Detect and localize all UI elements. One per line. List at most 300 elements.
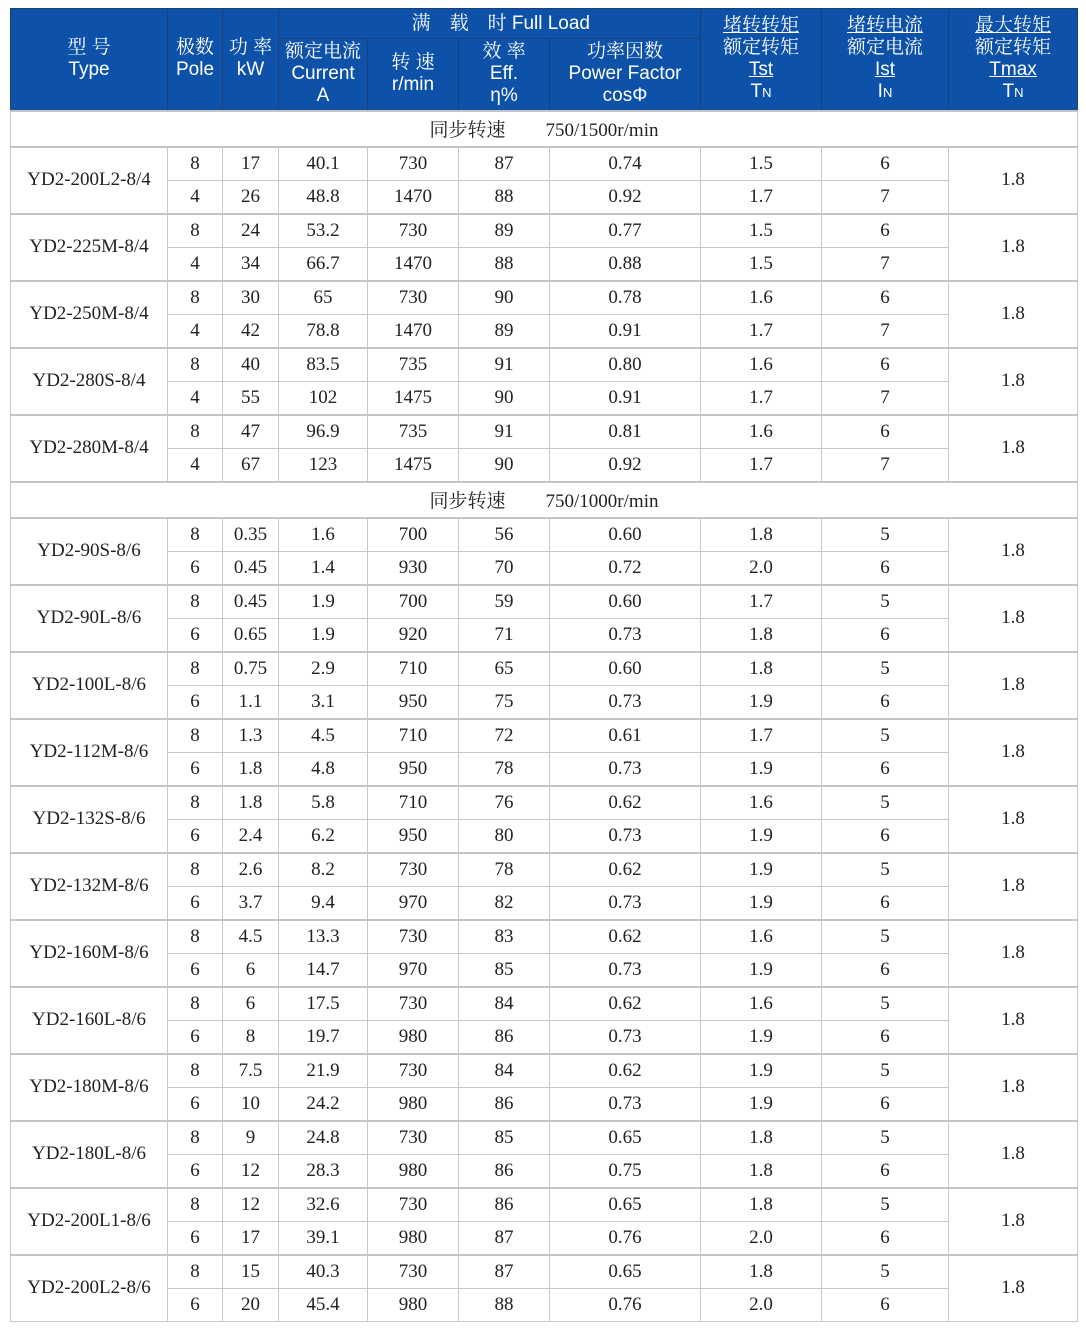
table-row bbox=[11, 585, 1078, 619]
cell-speed: 700 bbox=[368, 518, 459, 552]
header-ist bbox=[822, 9, 949, 111]
cell-kw: 40 bbox=[223, 348, 279, 382]
cell-speed: 980 bbox=[368, 1020, 459, 1054]
cell-tmax: 1.8 bbox=[949, 920, 1078, 987]
cell-tst: 2.0 bbox=[701, 1221, 822, 1255]
cell-tst: 1.8 bbox=[701, 652, 822, 686]
table-row bbox=[11, 953, 1078, 987]
cell-ist: 6 bbox=[822, 415, 949, 449]
cell-tmax: 1.8 bbox=[949, 281, 1078, 348]
cell-eff: 90 bbox=[459, 448, 550, 482]
cell-pf: 0.92 bbox=[550, 180, 701, 214]
header-tst-top: 堵转转矩 bbox=[723, 14, 800, 36]
cell-kw: 6 bbox=[223, 953, 279, 987]
cell-eff: 86 bbox=[459, 1087, 550, 1121]
cell-ist: 6 bbox=[822, 1221, 949, 1255]
cell-speed: 730 bbox=[368, 1121, 459, 1155]
cell-eff: 84 bbox=[459, 987, 550, 1021]
model-type: YD2-132S-8/6 bbox=[11, 786, 168, 853]
cell-eff: 87 bbox=[459, 147, 550, 181]
header-power bbox=[223, 9, 279, 111]
cell-eff: 91 bbox=[459, 415, 550, 449]
cell-kw: 1.8 bbox=[223, 752, 279, 786]
cell-current: 28.3 bbox=[279, 1154, 368, 1188]
cell-current: 65 bbox=[279, 281, 368, 315]
cell-current: 96.9 bbox=[279, 415, 368, 449]
model-type: YD2-280M-8/4 bbox=[11, 415, 168, 482]
header-power-zh: 功 率 bbox=[228, 37, 273, 59]
cell-eff: 56 bbox=[459, 518, 550, 552]
cell-pole: 8 bbox=[168, 987, 223, 1021]
cell-tst: 1.5 bbox=[701, 147, 822, 181]
cell-ist: 5 bbox=[822, 719, 949, 753]
section-label: 同步转速 bbox=[429, 491, 506, 512]
cell-pf: 0.74 bbox=[550, 147, 701, 181]
cell-pf: 0.76 bbox=[550, 1221, 701, 1255]
model-type: YD2-112M-8/6 bbox=[11, 719, 168, 786]
cell-pole: 6 bbox=[168, 618, 223, 652]
cell-pole: 6 bbox=[168, 1221, 223, 1255]
cell-pf: 0.73 bbox=[550, 1020, 701, 1054]
table-row bbox=[11, 1121, 1078, 1155]
cell-eff: 88 bbox=[459, 1288, 550, 1321]
cell-speed: 700 bbox=[368, 585, 459, 619]
cell-pole: 6 bbox=[168, 685, 223, 719]
cell-eff: 76 bbox=[459, 786, 550, 820]
header-current bbox=[279, 39, 368, 111]
cell-pole: 6 bbox=[168, 551, 223, 585]
header-tst-den: TN bbox=[750, 80, 772, 102]
cell-pf: 0.73 bbox=[550, 886, 701, 920]
cell-pf: 0.62 bbox=[550, 987, 701, 1021]
cell-pole: 4 bbox=[168, 448, 223, 482]
header-tst-bottom: 额定转矩 bbox=[723, 36, 800, 58]
cell-tst: 1.6 bbox=[701, 987, 822, 1021]
model-type: YD2-180M-8/6 bbox=[11, 1054, 168, 1121]
cell-pf: 0.91 bbox=[550, 314, 701, 348]
cell-ist: 5 bbox=[822, 1121, 949, 1155]
cell-tmax: 1.8 bbox=[949, 585, 1078, 652]
cell-pf: 0.62 bbox=[550, 786, 701, 820]
header-ist-top: 堵转电流 bbox=[847, 14, 924, 36]
header-eff-en: Eff. bbox=[489, 63, 519, 85]
table-row bbox=[11, 652, 1078, 686]
table-row bbox=[11, 381, 1078, 415]
cell-pf: 0.80 bbox=[550, 348, 701, 382]
cell-tmax: 1.8 bbox=[949, 652, 1078, 719]
cell-tst: 1.5 bbox=[701, 247, 822, 281]
table-row bbox=[11, 618, 1078, 652]
header-pf-zh: 功率因数 bbox=[587, 41, 664, 63]
section-sync-speed: 750/1000r/min bbox=[545, 491, 659, 512]
cell-pole: 8 bbox=[168, 719, 223, 753]
cell-speed: 735 bbox=[368, 415, 459, 449]
cell-tmax: 1.8 bbox=[949, 719, 1078, 786]
cell-pf: 0.75 bbox=[550, 1154, 701, 1188]
cell-pf: 0.73 bbox=[550, 685, 701, 719]
cell-pf: 0.78 bbox=[550, 281, 701, 315]
header-tmax-num: Tmax bbox=[989, 58, 1037, 80]
cell-ist: 5 bbox=[822, 786, 949, 820]
cell-tst: 1.9 bbox=[701, 819, 822, 853]
cell-eff: 72 bbox=[459, 719, 550, 753]
cell-current: 48.8 bbox=[279, 180, 368, 214]
cell-speed: 970 bbox=[368, 886, 459, 920]
cell-tst: 1.8 bbox=[701, 1154, 822, 1188]
table-row bbox=[11, 518, 1078, 552]
cell-current: 19.7 bbox=[279, 1020, 368, 1054]
cell-kw: 12 bbox=[223, 1188, 279, 1222]
cell-pf: 0.81 bbox=[550, 415, 701, 449]
model-type: YD2-250M-8/4 bbox=[11, 281, 168, 348]
cell-pf: 0.73 bbox=[550, 819, 701, 853]
header-speed-en: r/min bbox=[391, 74, 435, 96]
cell-pf: 0.77 bbox=[550, 214, 701, 248]
cell-speed: 1475 bbox=[368, 381, 459, 415]
cell-speed: 1470 bbox=[368, 180, 459, 214]
cell-speed: 710 bbox=[368, 719, 459, 753]
table-row bbox=[11, 348, 1078, 382]
motor-spec-table bbox=[10, 8, 1078, 1322]
cell-pole: 8 bbox=[168, 652, 223, 686]
cell-eff: 91 bbox=[459, 348, 550, 382]
cell-tst: 1.6 bbox=[701, 920, 822, 954]
table-row bbox=[11, 281, 1078, 315]
cell-current: 66.7 bbox=[279, 247, 368, 281]
cell-eff: 90 bbox=[459, 381, 550, 415]
cell-eff: 86 bbox=[459, 1188, 550, 1222]
header-type bbox=[11, 9, 168, 111]
cell-speed: 730 bbox=[368, 1054, 459, 1088]
cell-speed: 920 bbox=[368, 618, 459, 652]
cell-kw: 6 bbox=[223, 987, 279, 1021]
cell-tst: 1.8 bbox=[701, 618, 822, 652]
model-type: YD2-200L2-8/6 bbox=[11, 1255, 168, 1322]
table-row bbox=[11, 1020, 1078, 1054]
cell-ist: 5 bbox=[822, 1255, 949, 1289]
cell-ist: 5 bbox=[822, 518, 949, 552]
section-label: 同步转速 bbox=[429, 120, 506, 141]
cell-kw: 8 bbox=[223, 1020, 279, 1054]
cell-tst: 1.6 bbox=[701, 348, 822, 382]
header-pf-unit: cosΦ bbox=[602, 85, 648, 107]
cell-ist: 6 bbox=[822, 1288, 949, 1321]
cell-kw: 2.4 bbox=[223, 819, 279, 853]
header-pole-en: Pole bbox=[175, 59, 215, 81]
section-title bbox=[11, 111, 1078, 147]
cell-eff: 88 bbox=[459, 180, 550, 214]
cell-ist: 5 bbox=[822, 987, 949, 1021]
cell-eff: 89 bbox=[459, 214, 550, 248]
cell-current: 1.4 bbox=[279, 551, 368, 585]
cell-speed: 730 bbox=[368, 281, 459, 315]
cell-pf: 0.73 bbox=[550, 752, 701, 786]
cell-current: 6.2 bbox=[279, 819, 368, 853]
cell-pole: 4 bbox=[168, 247, 223, 281]
cell-ist: 5 bbox=[822, 1054, 949, 1088]
cell-current: 2.9 bbox=[279, 652, 368, 686]
cell-kw: 34 bbox=[223, 247, 279, 281]
table-header bbox=[11, 9, 1078, 111]
cell-speed: 980 bbox=[368, 1087, 459, 1121]
cell-kw: 0.65 bbox=[223, 618, 279, 652]
model-type: YD2-200L2-8/4 bbox=[11, 147, 168, 214]
cell-kw: 9 bbox=[223, 1121, 279, 1155]
header-type-en: Type bbox=[68, 59, 110, 81]
cell-speed: 980 bbox=[368, 1288, 459, 1321]
cell-kw: 2.6 bbox=[223, 853, 279, 887]
cell-tst: 1.7 bbox=[701, 180, 822, 214]
cell-speed: 950 bbox=[368, 819, 459, 853]
cell-eff: 75 bbox=[459, 685, 550, 719]
cell-current: 53.2 bbox=[279, 214, 368, 248]
cell-kw: 3.7 bbox=[223, 886, 279, 920]
cell-pole: 8 bbox=[168, 518, 223, 552]
cell-kw: 1.1 bbox=[223, 685, 279, 719]
cell-eff: 65 bbox=[459, 652, 550, 686]
cell-tst: 1.9 bbox=[701, 685, 822, 719]
cell-tst: 1.6 bbox=[701, 281, 822, 315]
header-tmax-bottom: 额定转矩 bbox=[975, 36, 1052, 58]
cell-tst: 1.6 bbox=[701, 415, 822, 449]
cell-tst: 2.0 bbox=[701, 551, 822, 585]
cell-pole: 8 bbox=[168, 147, 223, 181]
cell-kw: 15 bbox=[223, 1255, 279, 1289]
header-ist-den: IN bbox=[877, 80, 893, 102]
cell-eff: 83 bbox=[459, 920, 550, 954]
table-row bbox=[11, 752, 1078, 786]
cell-pf: 0.65 bbox=[550, 1188, 701, 1222]
cell-current: 1.9 bbox=[279, 585, 368, 619]
cell-eff: 84 bbox=[459, 1054, 550, 1088]
model-type: YD2-280S-8/4 bbox=[11, 348, 168, 415]
cell-current: 13.3 bbox=[279, 920, 368, 954]
cell-ist: 5 bbox=[822, 585, 949, 619]
cell-ist: 5 bbox=[822, 853, 949, 887]
cell-pole: 8 bbox=[168, 1054, 223, 1088]
table-row bbox=[11, 886, 1078, 920]
cell-ist: 7 bbox=[822, 247, 949, 281]
cell-speed: 980 bbox=[368, 1221, 459, 1255]
cell-kw: 4.5 bbox=[223, 920, 279, 954]
table-row bbox=[11, 415, 1078, 449]
cell-speed: 730 bbox=[368, 853, 459, 887]
table-row bbox=[11, 1188, 1078, 1222]
table-row bbox=[11, 1154, 1078, 1188]
cell-eff: 87 bbox=[459, 1221, 550, 1255]
cell-tmax: 1.8 bbox=[949, 147, 1078, 214]
cell-eff: 78 bbox=[459, 752, 550, 786]
cell-current: 17.5 bbox=[279, 987, 368, 1021]
table-row bbox=[11, 1288, 1078, 1321]
header-tst-num: Tst bbox=[748, 58, 774, 80]
cell-speed: 1470 bbox=[368, 247, 459, 281]
cell-tmax: 1.8 bbox=[949, 518, 1078, 585]
section-row bbox=[11, 111, 1078, 147]
model-type: YD2-200L1-8/6 bbox=[11, 1188, 168, 1255]
cell-ist: 6 bbox=[822, 214, 949, 248]
cell-pf: 0.72 bbox=[550, 551, 701, 585]
header-pf bbox=[550, 39, 701, 111]
cell-pf: 0.62 bbox=[550, 853, 701, 887]
model-type: YD2-160M-8/6 bbox=[11, 920, 168, 987]
table-row bbox=[11, 987, 1078, 1021]
cell-pf: 0.62 bbox=[550, 920, 701, 954]
model-type: YD2-90L-8/6 bbox=[11, 585, 168, 652]
table-row bbox=[11, 314, 1078, 348]
cell-tmax: 1.8 bbox=[949, 987, 1078, 1054]
header-power-en: kW bbox=[236, 59, 265, 81]
model-type: YD2-132M-8/6 bbox=[11, 853, 168, 920]
header-ist-num: Ist bbox=[874, 58, 896, 80]
cell-pole: 4 bbox=[168, 314, 223, 348]
cell-speed: 950 bbox=[368, 685, 459, 719]
cell-tst: 1.7 bbox=[701, 585, 822, 619]
cell-ist: 7 bbox=[822, 381, 949, 415]
cell-speed: 730 bbox=[368, 214, 459, 248]
cell-speed: 930 bbox=[368, 551, 459, 585]
model-type: YD2-225M-8/4 bbox=[11, 214, 168, 281]
cell-speed: 950 bbox=[368, 752, 459, 786]
cell-tst: 1.7 bbox=[701, 381, 822, 415]
cell-pole: 8 bbox=[168, 1255, 223, 1289]
cell-eff: 89 bbox=[459, 314, 550, 348]
table-row bbox=[11, 448, 1078, 482]
cell-speed: 730 bbox=[368, 1255, 459, 1289]
header-ist-bottom: 额定电流 bbox=[847, 36, 924, 58]
cell-speed: 970 bbox=[368, 953, 459, 987]
header-type-zh: 型 号 bbox=[67, 37, 111, 59]
cell-pole: 6 bbox=[168, 752, 223, 786]
cell-pole: 8 bbox=[168, 786, 223, 820]
table-row bbox=[11, 214, 1078, 248]
cell-current: 14.7 bbox=[279, 953, 368, 987]
cell-pf: 0.73 bbox=[550, 618, 701, 652]
cell-pole: 6 bbox=[168, 886, 223, 920]
cell-pole: 4 bbox=[168, 381, 223, 415]
cell-kw: 0.45 bbox=[223, 585, 279, 619]
table-body bbox=[11, 111, 1078, 1322]
header-tmax-den: TN bbox=[1002, 80, 1024, 102]
cell-pole: 6 bbox=[168, 1288, 223, 1321]
cell-tmax: 1.8 bbox=[949, 1188, 1078, 1255]
cell-pf: 0.73 bbox=[550, 1087, 701, 1121]
table-row bbox=[11, 786, 1078, 820]
cell-ist: 6 bbox=[822, 551, 949, 585]
cell-kw: 0.75 bbox=[223, 652, 279, 686]
cell-speed: 710 bbox=[368, 786, 459, 820]
cell-current: 3.1 bbox=[279, 685, 368, 719]
cell-tst: 1.5 bbox=[701, 214, 822, 248]
cell-ist: 6 bbox=[822, 886, 949, 920]
cell-tst: 1.9 bbox=[701, 953, 822, 987]
header-pf-en: Power Factor bbox=[568, 63, 682, 85]
table-row bbox=[11, 719, 1078, 753]
cell-eff: 78 bbox=[459, 853, 550, 887]
cell-ist: 5 bbox=[822, 652, 949, 686]
cell-pole: 8 bbox=[168, 1121, 223, 1155]
cell-kw: 42 bbox=[223, 314, 279, 348]
header-speed-zh: 转 速 bbox=[391, 52, 435, 74]
header-current-en: Current bbox=[291, 63, 355, 84]
cell-tst: 1.7 bbox=[701, 314, 822, 348]
table-row bbox=[11, 551, 1078, 585]
cell-eff: 71 bbox=[459, 618, 550, 652]
cell-pole: 8 bbox=[168, 348, 223, 382]
section-row bbox=[11, 482, 1078, 518]
cell-ist: 6 bbox=[822, 618, 949, 652]
table-row bbox=[11, 147, 1078, 181]
cell-tst: 1.9 bbox=[701, 886, 822, 920]
cell-current: 78.8 bbox=[279, 314, 368, 348]
cell-pf: 0.60 bbox=[550, 518, 701, 552]
cell-eff: 59 bbox=[459, 585, 550, 619]
cell-pf: 0.92 bbox=[550, 448, 701, 482]
cell-tmax: 1.8 bbox=[949, 786, 1078, 853]
cell-ist: 7 bbox=[822, 448, 949, 482]
header-eff-unit: η% bbox=[490, 85, 518, 107]
cell-ist: 7 bbox=[822, 180, 949, 214]
model-type: YD2-90S-8/6 bbox=[11, 518, 168, 585]
cell-tst: 1.8 bbox=[701, 1121, 822, 1155]
cell-ist: 6 bbox=[822, 752, 949, 786]
cell-ist: 6 bbox=[822, 953, 949, 987]
cell-pole: 8 bbox=[168, 1188, 223, 1222]
cell-ist: 5 bbox=[822, 920, 949, 954]
cell-current: 1.9 bbox=[279, 618, 368, 652]
table-row bbox=[11, 1087, 1078, 1121]
header-pole-zh: 极数 bbox=[175, 37, 214, 59]
cell-kw: 17 bbox=[223, 1221, 279, 1255]
cell-tmax: 1.8 bbox=[949, 853, 1078, 920]
cell-kw: 30 bbox=[223, 281, 279, 315]
cell-pole: 6 bbox=[168, 819, 223, 853]
cell-eff: 87 bbox=[459, 1255, 550, 1289]
cell-eff: 82 bbox=[459, 886, 550, 920]
cell-ist: 7 bbox=[822, 314, 949, 348]
cell-kw: 20 bbox=[223, 1288, 279, 1321]
cell-kw: 7.5 bbox=[223, 1054, 279, 1088]
cell-tmax: 1.8 bbox=[949, 348, 1078, 415]
cell-kw: 24 bbox=[223, 214, 279, 248]
model-type: YD2-180L-8/6 bbox=[11, 1121, 168, 1188]
cell-ist: 6 bbox=[822, 685, 949, 719]
cell-eff: 85 bbox=[459, 1121, 550, 1155]
cell-kw: 0.35 bbox=[223, 518, 279, 552]
cell-kw: 26 bbox=[223, 180, 279, 214]
header-speed bbox=[368, 39, 459, 111]
cell-tst: 1.9 bbox=[701, 752, 822, 786]
cell-kw: 0.45 bbox=[223, 551, 279, 585]
cell-pf: 0.91 bbox=[550, 381, 701, 415]
cell-tmax: 1.8 bbox=[949, 1054, 1078, 1121]
cell-pole: 8 bbox=[168, 281, 223, 315]
model-type: YD2-160L-8/6 bbox=[11, 987, 168, 1054]
cell-ist: 6 bbox=[822, 1020, 949, 1054]
cell-eff: 85 bbox=[459, 953, 550, 987]
header-pole bbox=[168, 9, 223, 111]
cell-current: 4.5 bbox=[279, 719, 368, 753]
cell-current: 9.4 bbox=[279, 886, 368, 920]
cell-pf: 0.88 bbox=[550, 247, 701, 281]
model-type: YD2-100L-8/6 bbox=[11, 652, 168, 719]
cell-current: 83.5 bbox=[279, 348, 368, 382]
table-row bbox=[11, 1054, 1078, 1088]
cell-pole: 8 bbox=[168, 415, 223, 449]
cell-ist: 6 bbox=[822, 819, 949, 853]
cell-speed: 730 bbox=[368, 147, 459, 181]
cell-current: 40.3 bbox=[279, 1255, 368, 1289]
